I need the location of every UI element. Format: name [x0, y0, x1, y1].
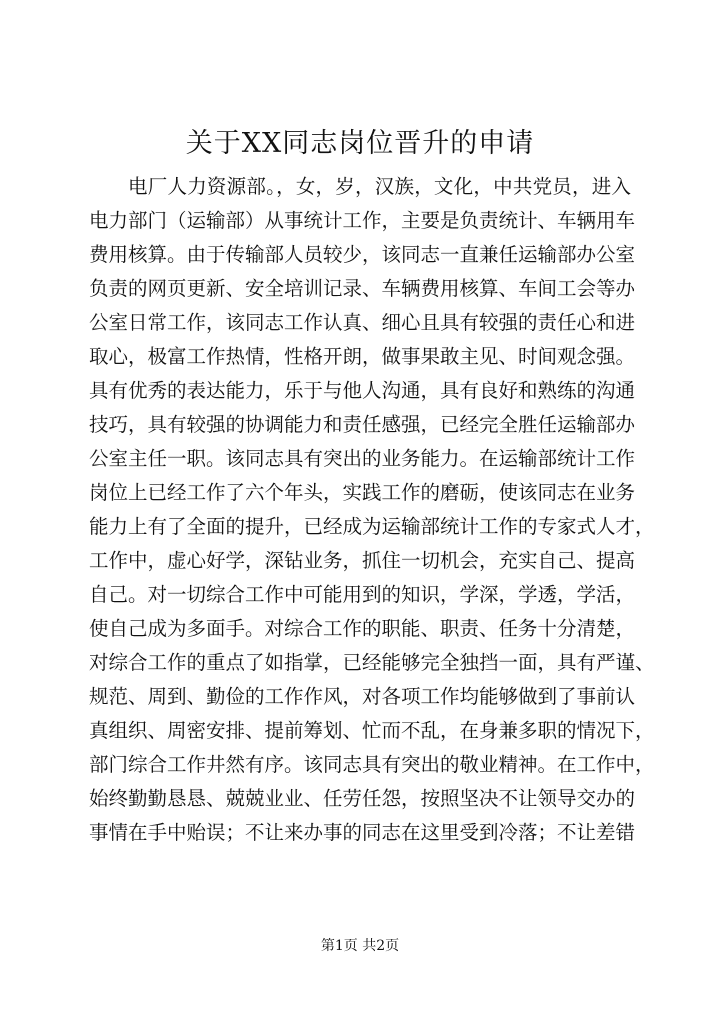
body-line: 负责的网页更新、安全培训记录、车辆费用核算、车间工会等办 [89, 277, 636, 300]
page-number: 第1页 共2页 [320, 938, 400, 954]
body-line: 公室日常工作，该同志工作认真、细心且具有较强的责任心和进 [89, 311, 636, 334]
body-line: 取心，极富工作热情，性格开朗，做事果敢主见、时间观念强。 [89, 345, 636, 368]
body-line: 技巧，具有较强的协调能力和责任感强，已经完全胜任运输部办 [89, 413, 636, 436]
document-title: 关于XX同志岗位晋升的申请 [185, 128, 535, 159]
body-line: 部门综合工作井然有序。该同志具有突出的敬业精神。在工作中， [89, 753, 655, 776]
body-line: 真组织、周密安排、提前筹划、忙而不乱，在身兼多职的情况下， [89, 719, 655, 742]
body-line: 自己。对一切综合工作中可能用到的知识，学深，学透，学活， [89, 583, 636, 606]
body-line: 使自己成为多面手。对综合工作的职能、职责、任务十分清楚， [89, 617, 636, 640]
body-line: 公室主任一职。该同志具有突出的业务能力。在运输部统计工作 [89, 447, 636, 470]
body-line: 始终勤勤恳恳、兢兢业业、任劳任怨，按照坚决不让领导交办的 [89, 787, 636, 810]
body-line: 能力上有了全面的提升，已经成为运输部统计工作的专家式人才， [89, 515, 655, 538]
body-line: 工作中，虚心好学，深钻业务，抓住一切机会，充实自己、提高 [89, 549, 636, 572]
body-line: 事情在手中贻误；不让来办事的同志在这里受到冷落；不让差错 [89, 821, 636, 844]
document-body [89, 170, 655, 850]
body-line: 电力部门（运输部）从事统计工作，主要是负责统计、车辆用车 [89, 209, 636, 232]
body-line: 电厂人力资源部。，女，岁，汉族，文化，中共党员，进入 [128, 175, 631, 198]
body-line: 具有优秀的表达能力，乐于与他人沟通，具有良好和熟练的沟通 [89, 379, 636, 402]
body-line: 对综合工作的重点了如指掌，已经能够完全独挡一面，具有严谨、 [89, 651, 655, 674]
body-line: 费用核算。由于传输部人员较少，该同志一直兼任运输部办公室 [89, 243, 636, 266]
body-line: 规范、周到、勤俭的工作作风，对各项工作均能够做到了事前认 [89, 685, 636, 708]
body-line: 岗位上已经工作了六个年头，实践工作的磨砺，使该同志在业务 [89, 481, 636, 504]
